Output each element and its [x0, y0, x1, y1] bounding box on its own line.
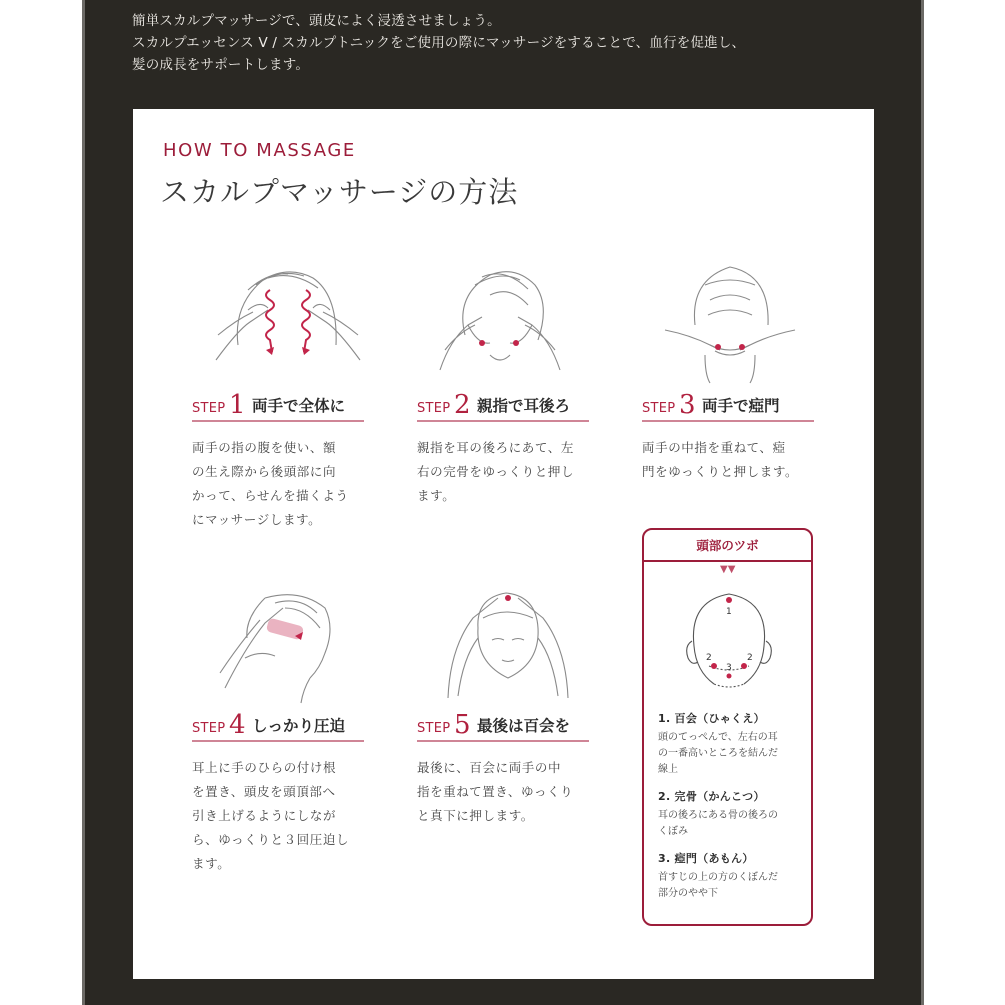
step-5-number: 5 [454, 710, 471, 740]
step-1-desc-line: かって、らせんを描くよう [192, 488, 349, 503]
step-3-title: 両手で瘂門 [702, 396, 780, 415]
page-title: スカルプマッサージの方法 [160, 175, 519, 209]
step-2-illustration [420, 255, 580, 385]
hands-spiral-head-icon [208, 250, 368, 380]
step-2-desc-line: 親指を耳の後ろにあて、左 [417, 440, 574, 455]
point-3-name: 3. 瘂門（あもん） [658, 852, 754, 865]
step-2-desc-line: 右の完骨をゆっくりと押し [417, 464, 575, 479]
step-3-label: STEP [642, 401, 676, 416]
pressure-points-list [658, 710, 806, 912]
pressure-points-box [642, 528, 813, 926]
point-1-desc-line: 線上 [658, 764, 678, 775]
point-label: 3 [726, 663, 732, 673]
head-back-diagram-icon [684, 586, 774, 696]
step-4-title: しっかり圧迫 [252, 716, 346, 735]
step-4-desc-line: ます。 [192, 856, 231, 871]
point-2-desc-line: くぼみ [658, 826, 688, 837]
step-1-illustration [208, 250, 368, 380]
step-1-label: STEP [192, 401, 226, 416]
step-3-desc-line: 両手の中指を重ねて、瘂 [642, 440, 786, 455]
thumbs-behind-ears-icon [420, 255, 580, 385]
step-4-desc-line: 耳上に手のひらの付け根 [192, 760, 337, 775]
step-1-heading [192, 388, 364, 422]
point-1-name: 1. 百会（ひゃくえ） [658, 712, 765, 725]
step-1-desc-line: にマッサージします。 [192, 512, 322, 527]
step-3-number: 3 [679, 390, 696, 420]
step-4-desc-line: ら、ゆっくりと３回圧迫し [192, 832, 350, 847]
step-4-description [192, 756, 367, 876]
intro-line-3: 髪の成長をサポートします。 [132, 57, 310, 73]
point-label: 2 [706, 653, 712, 663]
step-2-description [417, 436, 592, 508]
step-4-illustration [205, 578, 365, 708]
fingers-crown-icon [428, 578, 588, 708]
step-3-description [642, 436, 817, 484]
step-2-label: STEP [417, 401, 451, 416]
step-2-heading [417, 388, 589, 422]
intro-line-2: スカルプエッセンス V / スカルプトニックをご使用の際にマッサージをすることで、血行を促進し、 [132, 35, 746, 51]
step-5-title: 最後は百会を [477, 716, 571, 735]
intro-line-1: 簡単スカルプマッサージで、頭皮によく浸透させましょう。 [132, 13, 501, 29]
point-3-description [658, 870, 806, 902]
step-5-label: STEP [417, 721, 451, 736]
step-4-desc-line: を置き、頭皮を頭頂部へ [192, 784, 336, 799]
step-3-illustration [650, 255, 810, 385]
step-1-desc-line: の生え際から後頭部に向 [192, 464, 337, 479]
step-2-title: 親指で耳後ろ [477, 396, 571, 415]
step-1-number: 1 [229, 390, 246, 420]
step-1-title: 両手で全体に [252, 396, 346, 415]
step-4-label: STEP [192, 721, 226, 736]
step-1-desc-line: 両手の指の腹を使い、額 [192, 440, 337, 455]
point-2-description [658, 808, 806, 840]
step-2-desc-line: ます。 [417, 488, 456, 503]
left-border-rail [82, 0, 85, 1005]
pressure-points-divider [644, 560, 811, 562]
point-2-desc-line: 耳の後ろにある骨の後ろの [658, 810, 778, 821]
palm-side-press-icon [205, 578, 365, 708]
point-label: 1 [726, 607, 732, 617]
point-3-desc-line: 部分のやや下 [658, 888, 718, 899]
step-2-number: 2 [454, 390, 471, 420]
point-1-description [658, 730, 806, 778]
step-3-heading [642, 388, 814, 422]
fingers-neck-icon [650, 255, 810, 385]
point-1-desc-line: 頭のてっぺんで、左右の耳 [658, 732, 778, 743]
step-4-desc-line: 引き上げるようにしなが [192, 808, 337, 823]
point-label: 2 [747, 653, 753, 663]
point-3-desc-line: 首すじの上の方のくぼんだ [658, 872, 778, 883]
step-5-desc-line: 指を重ねて置き、ゆっくり [417, 784, 574, 799]
right-border-rail [921, 0, 924, 1005]
point-1-desc-line: の一番高いところを結んだ [658, 748, 778, 759]
chevron-down-icon: ▼▼ [720, 564, 736, 575]
step-5-illustration [428, 578, 588, 708]
step-5-heading [417, 708, 589, 742]
step-1-description [192, 436, 367, 532]
step-5-desc-line: と真下に押します。 [417, 808, 534, 823]
step-4-heading [192, 708, 364, 742]
step-5-description [417, 756, 592, 828]
step-4-number: 4 [229, 710, 246, 740]
step-5-desc-line: 最後に、百会に両手の中 [417, 760, 562, 775]
section-kicker: HOW TO MASSAGE [163, 140, 356, 161]
point-2-name: 2. 完骨（かんこつ） [658, 790, 765, 803]
pressure-points-title: 頭部のツボ [696, 538, 759, 553]
intro-text [132, 10, 892, 76]
step-3-desc-line: 門をゆっくりと押します。 [642, 464, 799, 479]
